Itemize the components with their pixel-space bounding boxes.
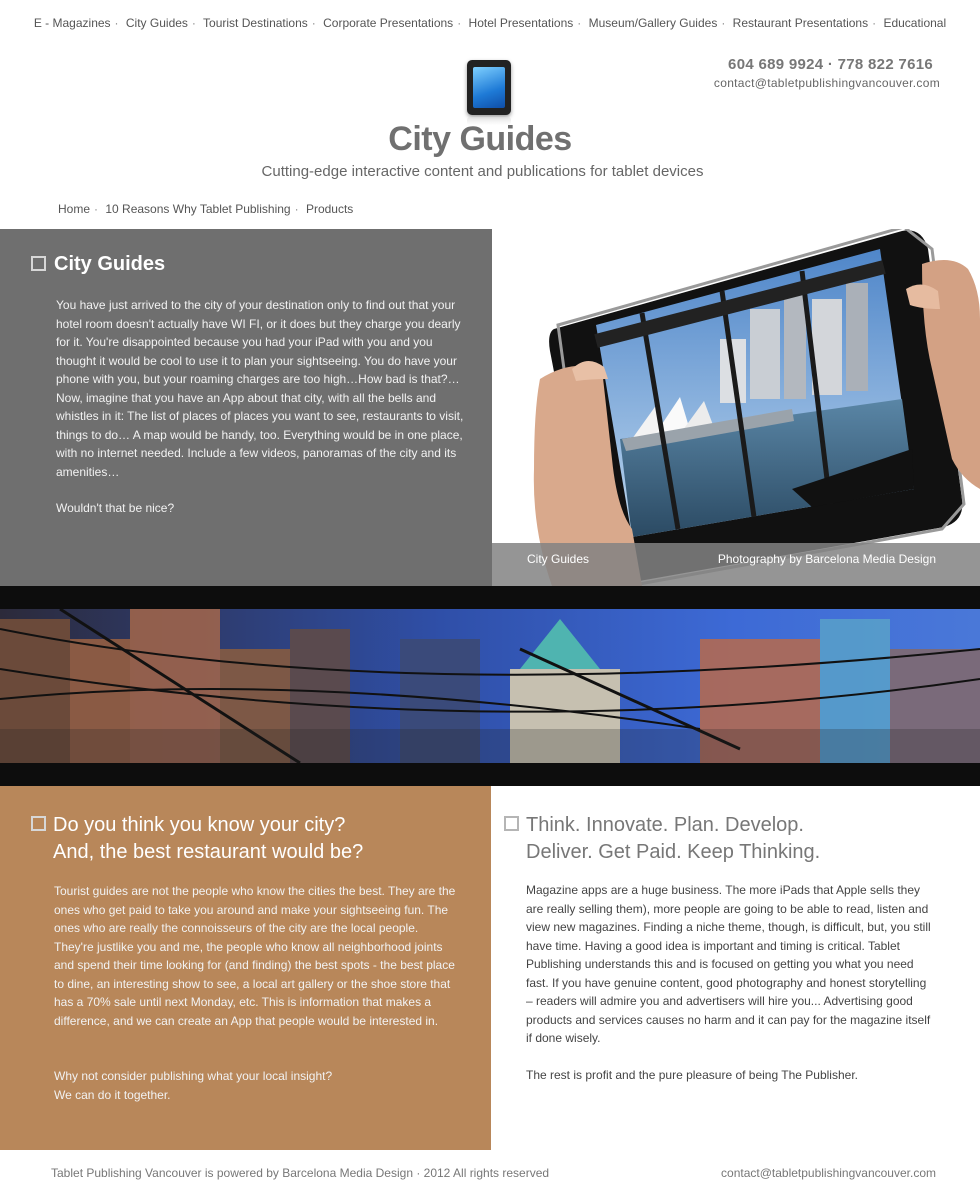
think-section-paragraph: Magazine apps are a huge business. The more iPads that Apple sells they are really selling them), more people are going to be able to read, listen and view new magazines. Finding a niche theme, though, is difficult, but, you still have time. Having a good idea is important and timing is critical. Tablet Publishing understands this and is focused on getting you what you need fast. If you have genuine content, good photography and honest storytelling – readers will admire you and advertisers will hire you... Advertising good products and services causes no harm and it can pay for the magazine itself if done wisely. [526,883,931,1045]
hero-tablet-photo [492,229,980,586]
nav-link-e-magazines[interactable]: E - Magazines [33,16,111,30]
intro-panel [0,229,492,586]
top-nav [0,16,980,30]
subnav-home[interactable]: Home [58,202,91,216]
subnav-10-reasons[interactable]: 10 Reasons Why Tablet Publishing [105,202,291,216]
banner-illustration [0,609,980,763]
nav-link-educational[interactable]: Educational [883,16,947,30]
footer-email-link[interactable]: contact@tabletpublishingvancouver.com [721,1166,936,1180]
footer-contact [721,1166,936,1180]
contact-phone: 604 689 9924 · 778 822 7616 [728,56,933,73]
tagline: Cutting-edge interactive content and publications for tablet devices [261,163,704,180]
contact-email [714,76,940,90]
nav-link-city-guides[interactable]: City Guides [125,16,188,30]
caption-title: City Guides [527,552,590,566]
nav-separator: · [114,16,119,30]
intro-closing: Wouldn't that be nice? [56,501,175,515]
subnav-products[interactable]: Products [305,202,354,216]
intro-title: City Guides [54,253,166,275]
think-panel [491,786,980,1150]
city-collage-banner [0,609,980,763]
caption-credit: Photography by Barcelona Media Design [717,552,936,566]
city-closing-line-2: We can do it together. [54,1087,171,1102]
city-section-paragraph: Tourist guides are not the people who know the cities the best. They are the ones who get paid to take you around and make your sightseeing fun. The ones who are really the connoisseurs of the city are the local people. They're justlike you and me, the people who know all neighborhood joints and spend their time looking for (and finding) the best spots - the best place to dine, an interesting show to see, a local art gallery or the shoe store that has a 70% sale until next Monday, etc. This is information that makes a difference, and we can create an App that people would be interested in. [54,884,456,1028]
banner-border-top [0,586,980,609]
intro-paragraph: You have just arrived to the city of your destination only to find out that your hotel room doesn't actually have WI FI, or it does but they charge you dearly for it. You're disappointed because you had your iPad with you and you thought it would be cool to use it to plan your sightseeing. You do have your phone with you, but your roaming charges are too high…How bad is that?… Now, imagine that you have an App about that city, with all the bells and whistles in it: The list of places of places you want to see, restaurants to visit, things to do… A map would be handy, too. Everything would be in one place, with no internet needed. Include a few videos, panoramas of the city and its amenities… [56,298,464,479]
nav-separator: · [311,16,316,30]
think-title-line-2: Deliver. Get Paid. Keep Thinking. [526,841,821,863]
nav-separator: · [577,16,582,30]
nav-separator: · [721,16,726,30]
nav-link-museum-gallery-guides[interactable]: Museum/Gallery Guides [588,16,718,30]
nav-link-hotel-presentations[interactable]: Hotel Presentations [468,16,574,30]
nav-separator: · [294,202,299,216]
nav-link-restaurant-presentations[interactable]: Restaurant Presentations [732,16,869,30]
nav-separator: · [94,202,99,216]
square-bullet-icon [31,816,46,831]
think-section-title [526,812,820,866]
page-title: City Guides [388,120,572,158]
city-closing-line-1: Why not consider publishing what your local insight? [54,1069,333,1083]
nav-separator: · [872,16,877,30]
city-section-title [53,812,363,866]
square-bullet-icon [31,256,46,271]
banner-border-bottom [0,763,980,786]
tablet-logo-icon [467,60,511,115]
city-knowledge-panel [0,786,491,1150]
footer-copyright: Tablet Publishing Vancouver is powered by Barcelona Media Design · 2012 All rights reserved [51,1166,550,1180]
nav-link-corporate-presentations[interactable]: Corporate Presentations [323,16,454,30]
nav-link-tourist-destinations[interactable]: Tourist Destinations [203,16,308,30]
hero-illustration [492,229,980,586]
think-title-line-1: Think. Innovate. Plan. Develop. [526,814,804,836]
breadcrumb-nav [58,202,353,216]
city-title-line-2: And, the best restaurant would be? [53,841,364,863]
think-section-closing: The rest is profit and the pure pleasure of being The Publisher. [526,1068,858,1082]
nav-separator: · [457,16,462,30]
nav-separator: · [191,16,196,30]
square-bullet-icon [504,816,519,831]
city-section-closing [54,1067,332,1104]
contact-email-link[interactable]: contact@tabletpublishingvancouver.com [713,76,940,90]
city-title-line-1: Do you think you know your city? [53,814,346,836]
